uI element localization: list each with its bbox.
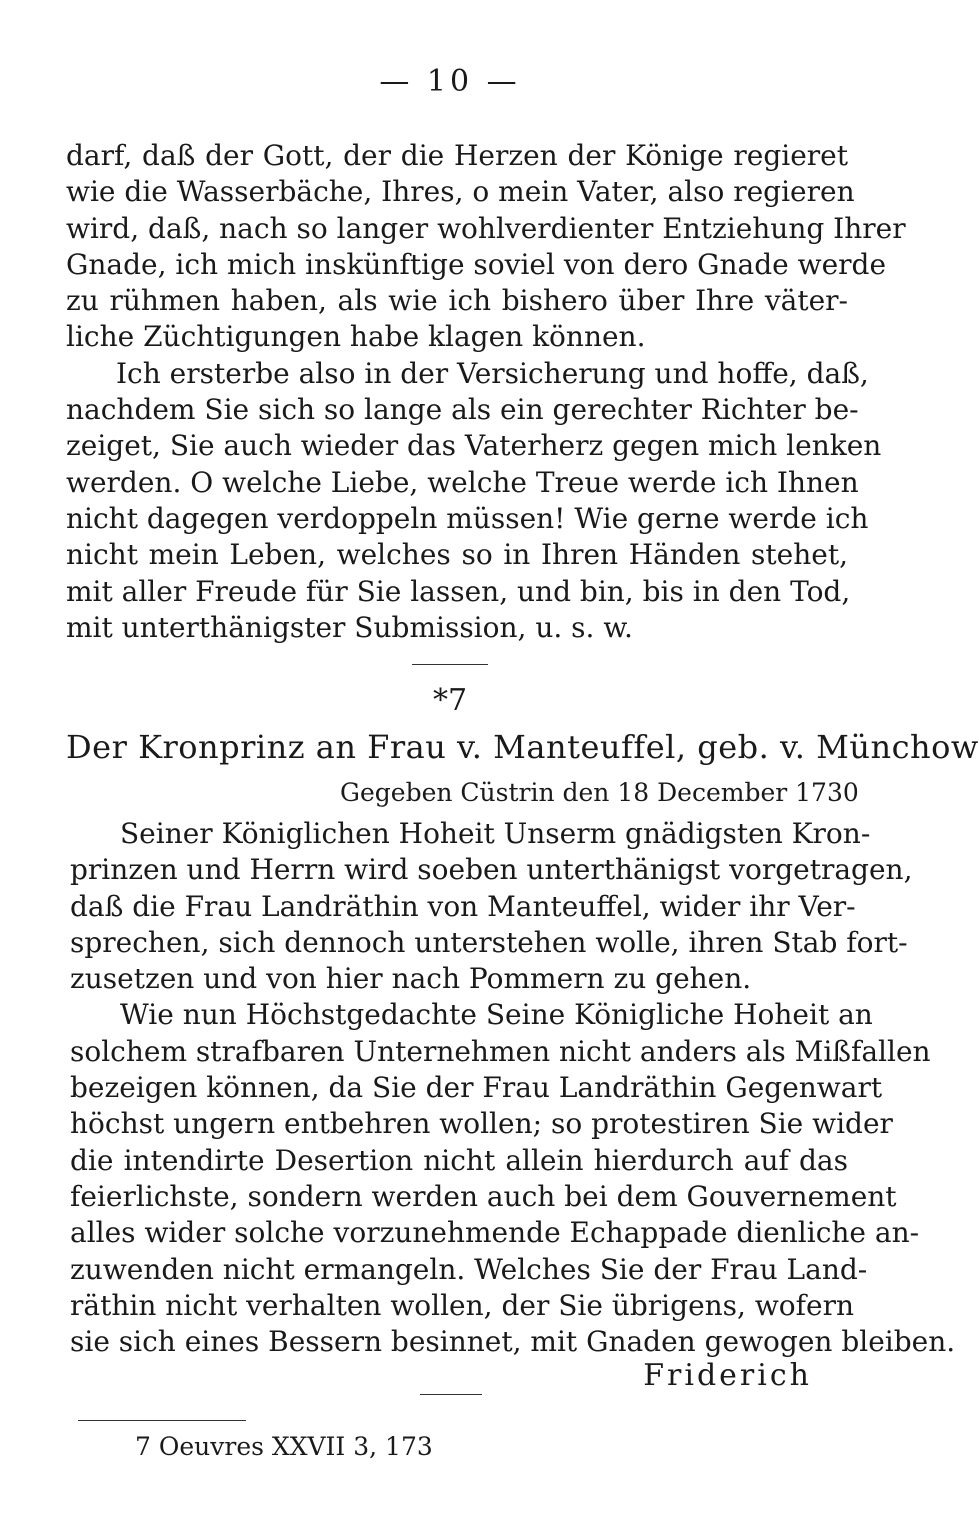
text-line: darf, daß der Gott, der die Herzen der Könige regieret [66,139,848,172]
paragraph [70,997,956,1360]
text-line: daß die Frau Landräthin von Manteuffel, wider ihr Ver- [70,889,856,923]
text-line: räthin nicht verhalten wollen, der Sie übrigens, wofern [70,1288,855,1322]
text-line: nicht dagegen verdoppeln müssen! Wie gerne werde ich [66,501,869,535]
dateline: Gegeben Cüstrin den 18 December 1730 [340,778,859,807]
paragraph [66,356,882,646]
text-line: die intendirte Desertion nicht allein hierdurch auf das [70,1143,848,1177]
text-line: wie die Wasserbäche, Ihres, o mein Vater, also regieren [66,175,855,209]
text-line: solchem strafbaren Unternehmen nicht anders als Mißfallen [70,1034,931,1068]
paragraph [66,138,906,356]
text-line: Gnade, ich mich inskünftige soviel von dero Gnade werde [66,247,887,281]
text-line: prinzen und Herrn wird soeben unterthänigst vorgetragen, [70,853,913,887]
end-divider [420,1394,482,1395]
text-line: bezeigen können, da Sie der Frau Landräthin Gegenwart [70,1071,883,1105]
text-line: zusetzen und von hier nach Pommern zu gehen. [70,962,752,996]
letter-number: *7 [432,683,468,718]
text-line: mit aller Freude für Sie lassen, und bin, bis in den Tod, [66,574,851,608]
text-line: nachdem Sie sich so lange als ein gerechter Richter be- [66,393,859,427]
footnote-rule [78,1420,246,1421]
letter-heading: Der Kronprinz an Frau v. Manteuffel, geb. v. Münchow [66,728,979,766]
text-line: liche Züchtigungen habe klagen können. [66,320,646,354]
signature: Friderich [643,1358,812,1393]
section-divider [412,664,488,665]
text-line: Seiner Königlichen Hoheit Unserm gnädigsten Kron- [120,817,871,850]
footnote: 7 Oeuvres XXVII 3, 173 [135,1432,433,1461]
text-line: zeiget, Sie auch wieder das Vaterherz gegen mich lenken [66,429,882,463]
text-line: Ich ersterbe also in der Versicherung und hoffe, daß, [116,356,869,390]
text-line: alles wider solche vorzunehmende Echappade dienliche an- [70,1216,920,1250]
text-line: mit unterthänigster Submission, u. s. w. [66,610,633,644]
text-line: zuwenden nicht ermangeln. Welches Sie der Frau Land- [70,1252,868,1286]
text-line: sie sich eines Bessern besinnet, mit Gnaden gewogen bleiben. [70,1325,956,1359]
paragraph [70,816,913,997]
text-line: feierlichste, sondern werden auch bei dem Gouvernement [70,1179,897,1213]
text-line: Wie nun Höchstgedachte Seine Königliche Hoheit an [120,998,873,1032]
previous-letter-text [66,138,906,646]
page-number: — 10 — [379,64,521,99]
text-line: höchst ungern entbehren wollen; so protestiren Sie wider [70,1107,893,1141]
text-line: werden. O welche Liebe, welche Treue werde ich Ihnen [66,465,859,499]
text-line: sprechen, sich dennoch unterstehen wolle, ihren Stab fort- [70,925,908,959]
text-line: wird, daß, nach so langer wohlverdienter Entziehung Ihrer [66,211,906,245]
letter-text [70,816,956,1360]
text-line: nicht mein Leben, welches so in Ihren Händen stehet, [66,538,848,572]
text-line: zu rühmen haben, als wie ich bishero über Ihre väter- [66,284,848,318]
